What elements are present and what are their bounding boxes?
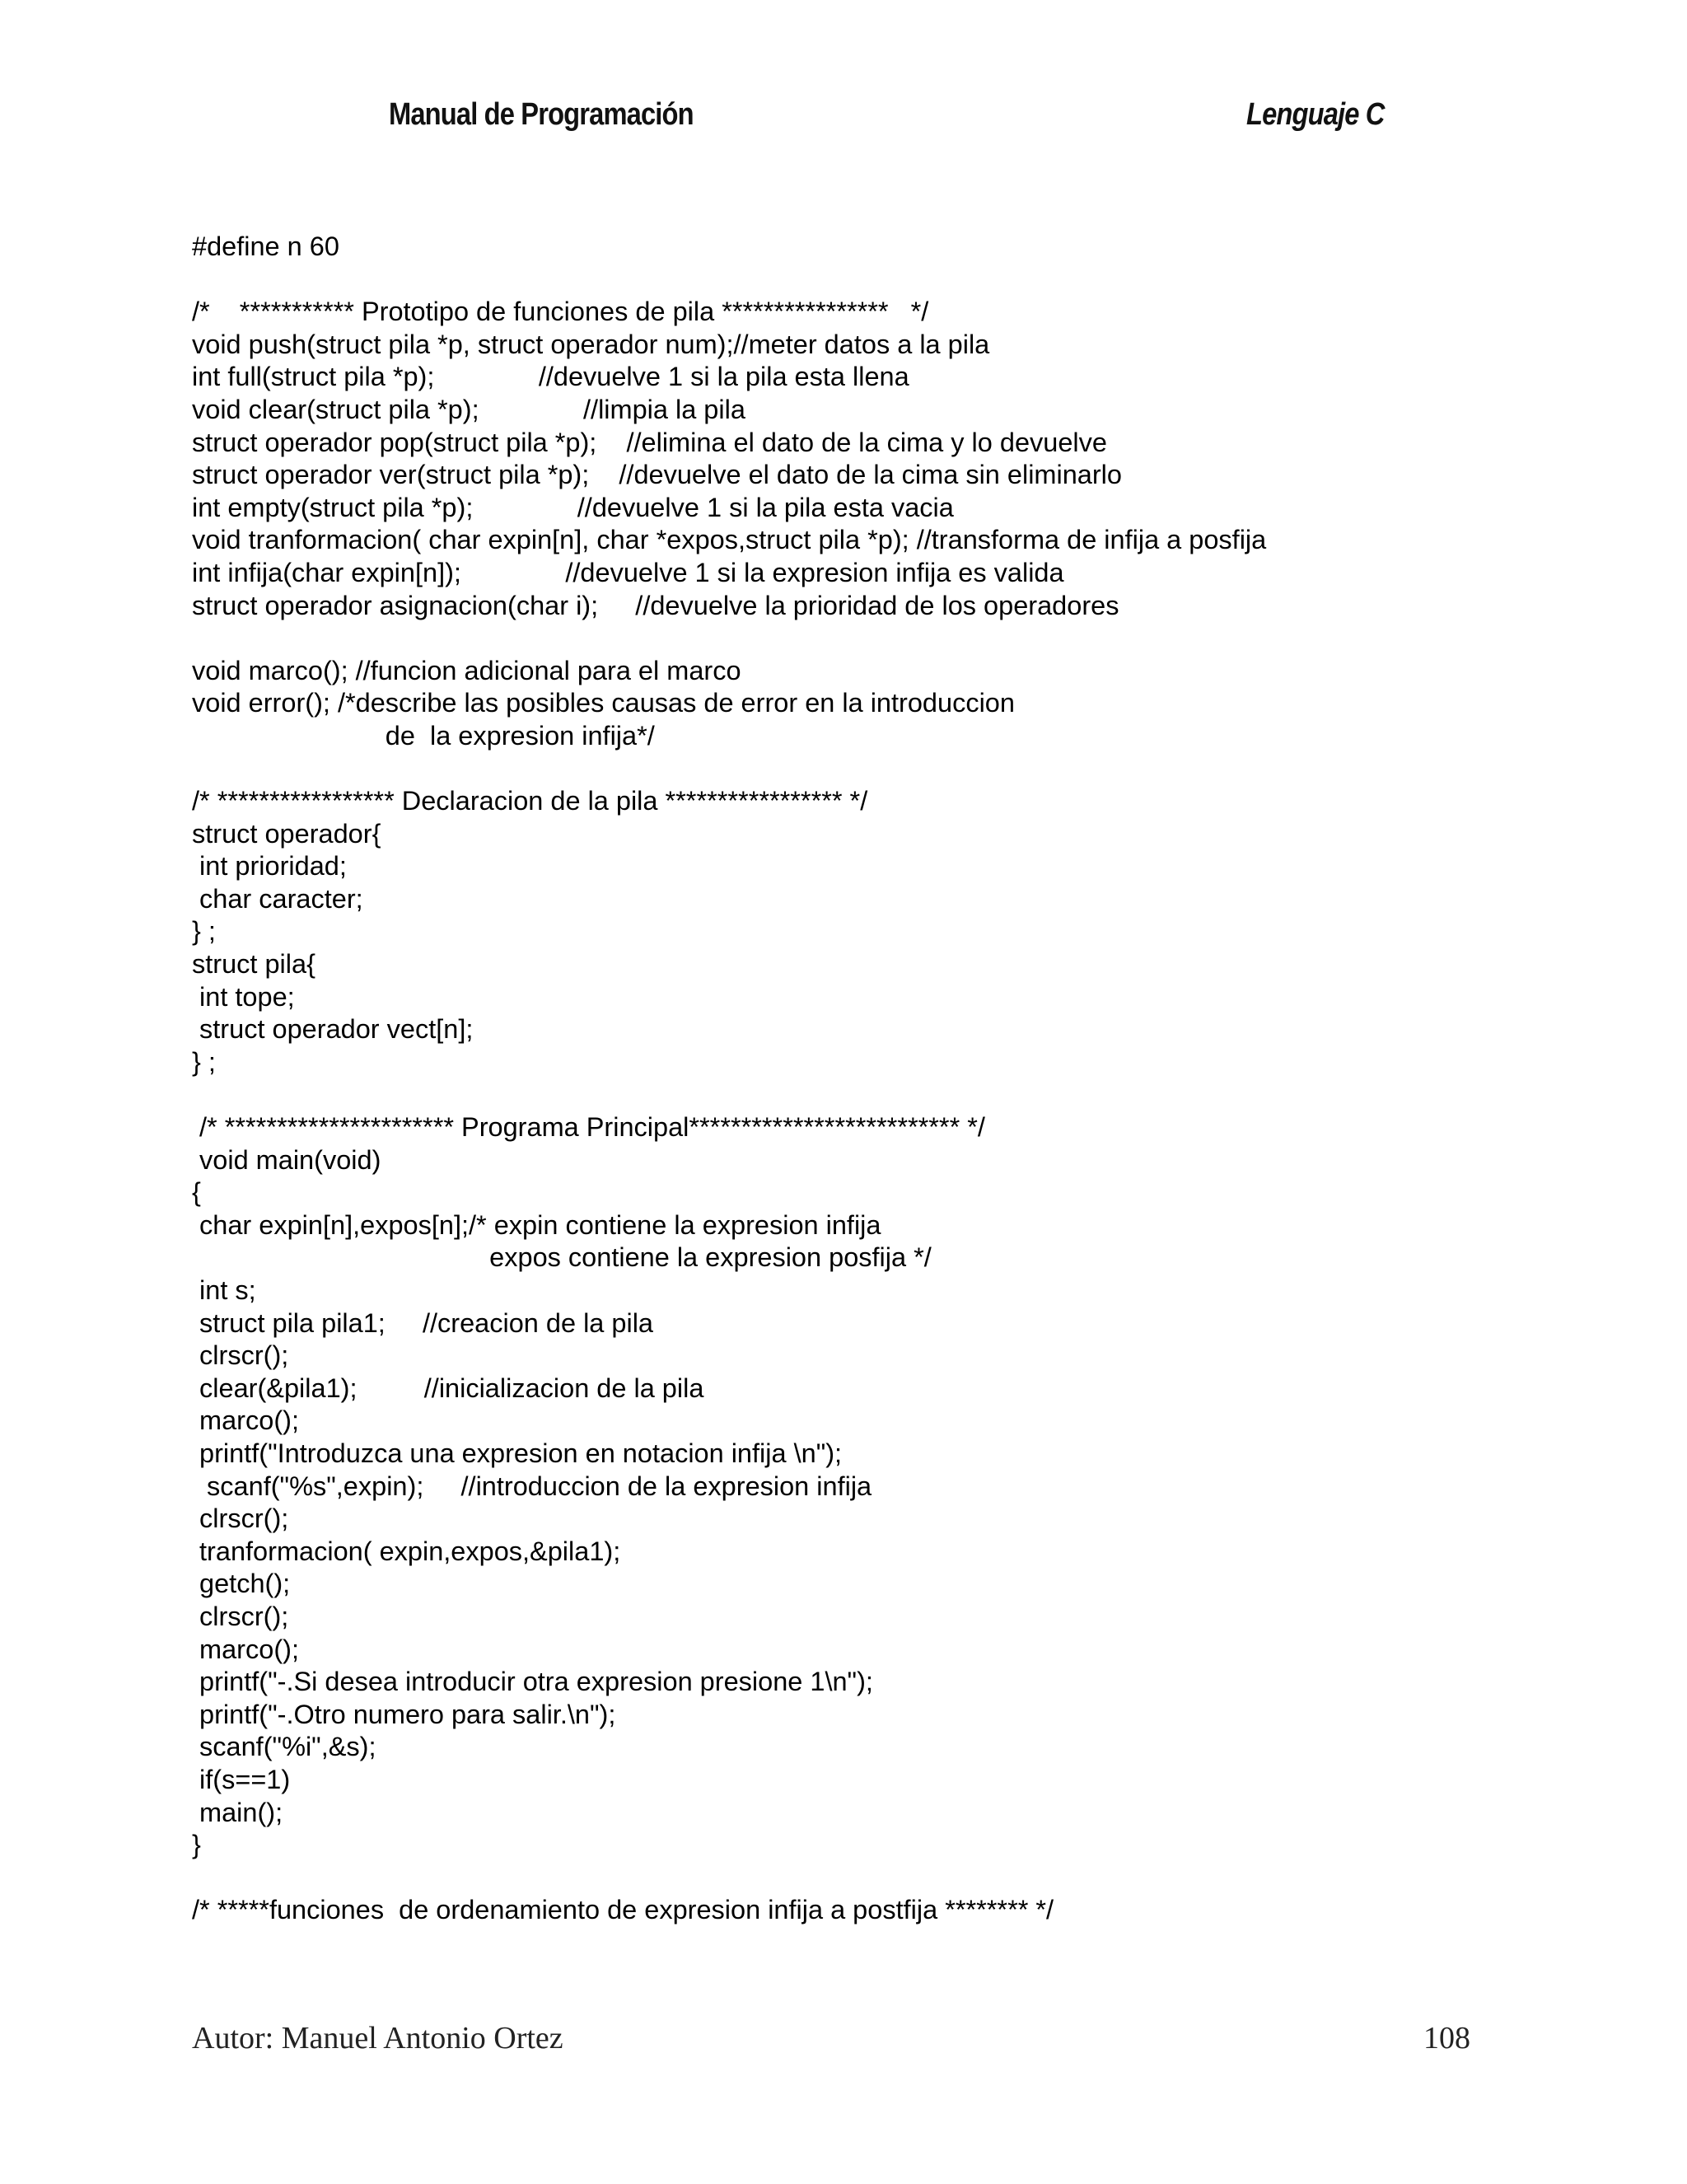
code-line: void clear(struct pila *p); //limpia la pila [192, 394, 745, 424]
code-line: void error(); /*describe las posibles causas de error en la introduccion [192, 688, 1015, 718]
code-line: void tranformacion( char expin[n], char *expos,struct pila *p); //transforma de infija a posfija [192, 525, 1267, 555]
code-line: struct operador pop(struct pila *p); //elimina el dato de la cima y lo devuelve [192, 427, 1107, 457]
code-line: getch(); [192, 1569, 291, 1599]
code-line: struct operador vect[n]; [192, 1014, 474, 1045]
code-line: /* ***************** Declaracion de la pila ***************** */ [192, 786, 868, 816]
code-line: #define n 60 [192, 231, 339, 261]
code-line: struct pila pila1; //creacion de la pila [192, 1307, 654, 1338]
header-language-title: Lenguaje C [1246, 97, 1385, 132]
code-line: /* *****funciones de ordenamiento de expresion infija a postfija ******** */ [192, 1895, 1054, 1925]
code-line: printf("-.Otro numero para salir.\n"); [192, 1699, 616, 1729]
code-line: } ; [192, 1046, 216, 1077]
code-line: clear(&pila1); //inicializacion de la pila [192, 1373, 704, 1403]
code-line: printf("-.Si desea introducir otra expresion presione 1\n"); [192, 1667, 873, 1697]
code-line: int tope; [192, 981, 295, 1012]
code-listing [192, 231, 1543, 1927]
code-line: clrscr(); [192, 1504, 289, 1534]
blank-line [192, 622, 1543, 655]
code-line: void main(void) [192, 1144, 381, 1175]
code-line: void push(struct pila *p, struct operador num);//meter datos a la pila [192, 329, 990, 359]
code-line: int s; [192, 1275, 256, 1305]
code-line: marco(); [192, 1405, 299, 1436]
blank-line [192, 1078, 1543, 1111]
blank-line [192, 753, 1543, 786]
code-line: /* *********** Prototipo de funciones de pila **************** */ [192, 297, 929, 327]
code-line: clrscr(); [192, 1340, 289, 1371]
code-line: int prioridad; [192, 851, 347, 882]
blank-line [192, 1862, 1543, 1895]
code-line: main(); [192, 1797, 283, 1827]
code-line: int infija(char expin[n]); //devuelve 1 si la expresion infija es valida [192, 557, 1064, 587]
code-line: if(s==1) [192, 1764, 291, 1794]
code-line: scanf("%s",expin); //introduccion de la expresion infija [192, 1471, 872, 1501]
code-line: struct pila{ [192, 949, 315, 980]
code-line: scanf("%i",&s); [192, 1732, 376, 1762]
code-line: int full(struct pila *p); //devuelve 1 si la pila esta llena [192, 362, 909, 392]
code-line: tranformacion( expin,expos,&pila1); [192, 1536, 621, 1566]
code-line: clrscr(); [192, 1601, 289, 1631]
code-line: /* ********************** Programa Principal************************** */ [192, 1112, 985, 1143]
code-line: struct operador ver(struct pila *p); //devuelve el dato de la cima sin eliminarlo [192, 460, 1122, 490]
code-line: struct operador{ [192, 818, 381, 849]
code-line: } ; [192, 916, 216, 947]
code-line: printf("Introduzca una expresion en notacion infija \n"); [192, 1438, 843, 1468]
code-line: de la expresion infija*/ [192, 720, 655, 751]
code-line: marco(); [192, 1634, 299, 1664]
code-line: char caracter; [192, 883, 363, 914]
code-line: struct operador asignacion(char i); //devuelve la prioridad de los operadores [192, 590, 1119, 620]
code-line: } [192, 1830, 201, 1860]
page-number: 108 [1423, 2021, 1470, 2055]
code-line: int empty(struct pila *p); //devuelve 1 si la pila esta vacia [192, 492, 954, 522]
code-line: expos contiene la expresion posfija */ [192, 1242, 932, 1273]
code-line: { [192, 1177, 201, 1208]
footer-author: Autor: Manuel Antonio Ortez [192, 2021, 563, 2055]
blank-line [192, 264, 1543, 297]
header-manual-title: Manual de Programación [389, 97, 694, 132]
code-line: char expin[n],expos[n];/* expin contiene la expresion infija [192, 1209, 881, 1240]
code-line: void marco(); //funcion adicional para el marco [192, 655, 741, 685]
